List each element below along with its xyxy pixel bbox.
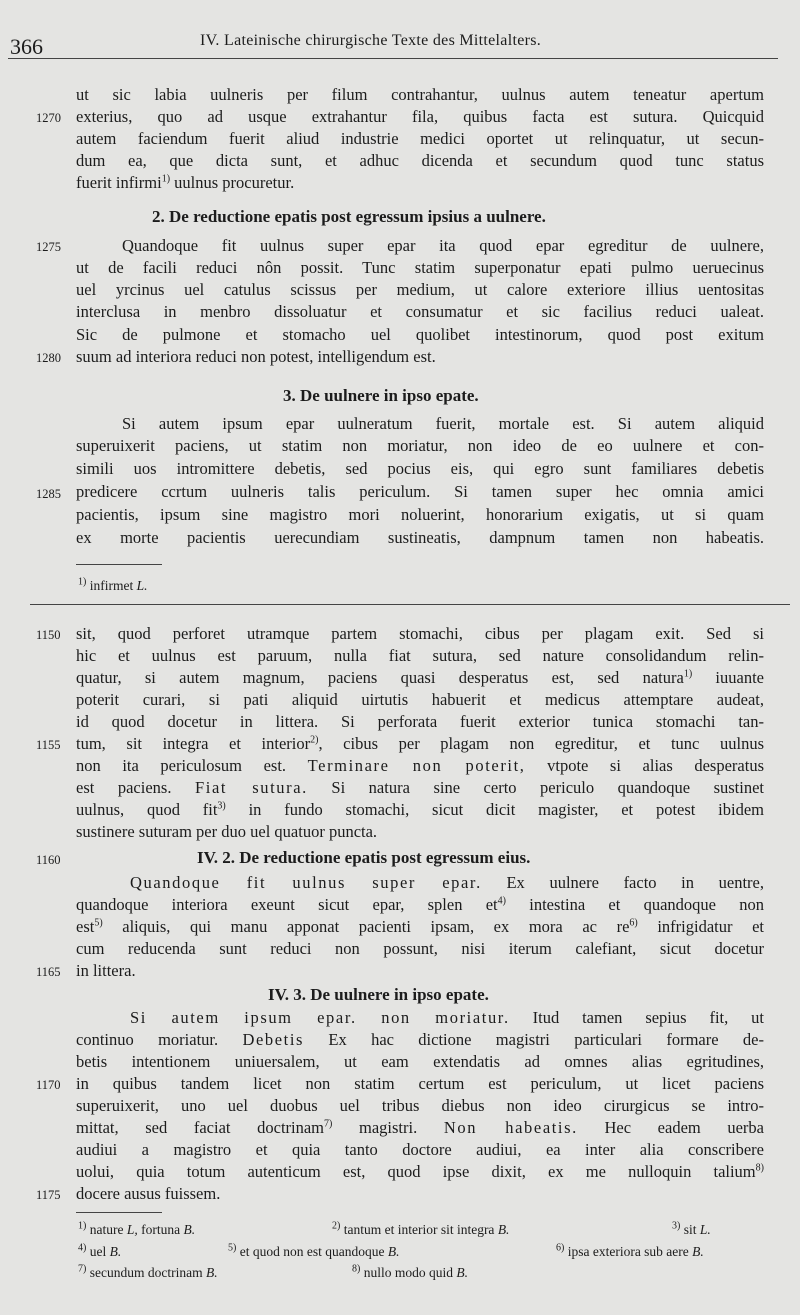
footnote-source: L. <box>699 1222 711 1237</box>
footnote-text: uel <box>89 1244 110 1259</box>
footnote-ref: 6) <box>629 917 638 929</box>
footnote-source: B. <box>692 1244 704 1259</box>
spaced-lemma: Non habeatis. <box>443 1118 578 1137</box>
text-line: cum reducenda sunt reduci non possunt, nisi iterum calefiant, sicut docetur <box>76 939 764 958</box>
line-number: 1275 <box>36 240 61 254</box>
footnote-ref: 5) <box>94 917 103 929</box>
footnote-text: et quod non est quandoque <box>239 1244 388 1259</box>
text-span: Si natura sine certo periculo quandoque sustinet <box>307 778 764 797</box>
footnote-text: infirmet <box>89 578 134 593</box>
text-line <box>76 667 764 689</box>
text-line: pacientis, ipsum sine magistro mori noluerint, honorarium exigatis, ut si quam <box>76 505 764 524</box>
footnote-ref: 7) <box>324 1118 333 1130</box>
text-line <box>76 1029 764 1051</box>
text-line: id quod docetur in littera. Si perforata fuerit exterior tunica stomachi tan- <box>76 712 764 731</box>
text-span: Ex hac dictione magistri particulari formare de- <box>304 1030 764 1049</box>
text-line <box>130 1007 764 1029</box>
text-line: in littera. <box>76 961 136 980</box>
footnote-mark: 4) <box>78 1242 87 1254</box>
footnote-mark: 8) <box>352 1263 361 1275</box>
footnote-text: secundum doctrinam <box>89 1265 206 1280</box>
footnote-source: B. <box>497 1222 510 1237</box>
line-number: 1150 <box>36 628 61 642</box>
footnote-source: L. <box>136 578 148 593</box>
text-line <box>76 916 764 938</box>
text-line: poterit curari, si pati aliquid uirtutis habuerit et medicus attemptare audeat, <box>76 690 764 709</box>
spaced-lemma: Si autem ipsum epar. non moriatur. <box>130 1008 510 1027</box>
text-span: continuo moriatur. <box>76 1030 243 1049</box>
footnote-ref: 2) <box>310 734 319 746</box>
footnote-mark: 7) <box>78 1263 87 1275</box>
text-line <box>76 1117 764 1139</box>
text-line: ut sic labia uulneris per filum contrahantur, uulnus autem teneatur apertum <box>76 85 764 104</box>
text-line: ut de facili reduci nôn possit. Tunc statim superponatur epati pulmo ueruecinus <box>76 258 764 277</box>
footnote-source: B. <box>456 1265 468 1280</box>
line-number: 1175 <box>36 1188 61 1202</box>
text-span: est <box>76 917 95 936</box>
footnote <box>78 1244 121 1260</box>
footnote-source: B. <box>183 1222 196 1237</box>
text-line: autem faciendum fuerit aliud industrie medici oportet ut relinquatur, ut secun- <box>76 129 764 148</box>
footnote-text: sit <box>683 1222 700 1237</box>
text-span: in fundo stomachi, sicut dicit magister, et potest ibidem <box>225 800 764 819</box>
line-number: 1170 <box>36 1078 61 1092</box>
text-line <box>76 799 764 821</box>
section-divider <box>30 604 790 605</box>
text-line: betis intentionem uniuersalem, ut eam extendatis ad omnes alias egritudines, <box>76 1052 764 1071</box>
text-span: magistri. <box>332 1118 444 1137</box>
footnote-mark: 1) <box>78 1220 87 1232</box>
text-span: est paciens. <box>76 778 195 797</box>
footnote-text: nature <box>89 1222 127 1237</box>
text-line: dum ea, que dicta sunt, et adhuc dicenda et secundum quod tunc status <box>76 151 764 170</box>
spaced-lemma: Fiat sutura. <box>195 778 308 797</box>
text-line <box>76 733 764 755</box>
footnote-ref: 8) <box>755 1162 764 1174</box>
text-line: docere ausus fuissem. <box>76 1184 221 1203</box>
footnote-mark: 3) <box>672 1220 681 1232</box>
text-line: uel yrcinus uel catulus scissus per medium, ut calore exteriore illius uentositas <box>76 280 764 299</box>
section-heading: 3. De uulnere in ipso epate. <box>283 386 479 405</box>
footnote-text: fortuna <box>137 1222 184 1237</box>
text-span: Itud tamen sepius fit, ut <box>509 1008 764 1027</box>
text-span: uolui, quia totum autenticum est, quod ipse dixit, ex me nulloquin talium <box>76 1162 756 1181</box>
footnote-source: L, <box>126 1222 138 1237</box>
line-number: 1280 <box>36 351 61 365</box>
text-line <box>76 894 764 916</box>
text-line: sustinere suturam per duo uel quatuor puncta. <box>76 822 378 841</box>
running-title: IV. Lateinische chirurgische Texte des Mittelalters. <box>200 32 542 49</box>
text-span: non ita periculosum est. <box>76 756 308 775</box>
footnote-source: B. <box>109 1244 122 1259</box>
text-line: simili uos intromittere debetis, sed pocius eis, qui egro sunt familiares debetis <box>76 459 764 478</box>
text-span: intestina et quandoque non <box>505 895 764 914</box>
text-span: iuuante <box>692 668 764 687</box>
footnote <box>352 1265 468 1281</box>
text-span: aliquis, qui manu apponat pacienti ipsam, ex mora ac re <box>102 917 630 936</box>
footnote-mark: 1) <box>78 576 87 588</box>
text-line: predicere ccrtum uulneris talis periculum. Si tamen super hec omnia amici <box>76 482 764 501</box>
text-span: mittat, sed faciat doctrinam <box>76 1118 325 1137</box>
text-span: uulnus procuretur. <box>170 173 295 192</box>
footnote <box>78 1222 195 1238</box>
footnote <box>78 1265 218 1281</box>
section-heading: IV. 2. De reductione epatis post egressum eius. <box>197 848 531 867</box>
text-line: Sic de pulmone et stomacho uel quolibet intestinorum, quod post exitum <box>76 325 764 344</box>
footnote-mark: 6) <box>556 1242 565 1254</box>
section-heading: IV. 3. De uulnere in ipso epate. <box>268 985 489 1004</box>
spaced-lemma: Quandoque fit uulnus super epar. <box>130 873 482 892</box>
header-rule <box>8 58 778 59</box>
text-line <box>76 172 764 194</box>
text-span: fuerit infirmi <box>76 173 162 192</box>
line-number: 1160 <box>36 853 61 867</box>
footnote <box>556 1244 704 1260</box>
text-span: tum, sit integra et interior <box>76 734 311 753</box>
text-span: Hec eadem uerba <box>577 1118 764 1137</box>
footnote <box>672 1222 711 1238</box>
text-span: infrigidatur et <box>637 917 764 936</box>
section-heading: 2. De reductione epatis post egressum ipsius a uulnere. <box>152 207 546 226</box>
footnote <box>228 1244 399 1260</box>
footnote-mark: 2) <box>332 1220 341 1232</box>
spaced-lemma: Terminare non poterit, <box>307 756 526 775</box>
line-number: 1270 <box>36 111 61 125</box>
text-line: hic et uulnus est paruum, nulla fiat sutura, sed nature consolidandum relin- <box>76 646 764 665</box>
text-line: audiui a magistro et quia tanto doctore audiui, ea inter alia conscribere <box>76 1140 764 1159</box>
footnote-text: nullo modo quid <box>363 1265 457 1280</box>
footnote-ref: 4) <box>497 895 506 907</box>
text-line: Si autem ipsum epar uulneratum fuerit, mortale est. Si autem aliquid <box>122 414 764 433</box>
text-line <box>76 777 764 799</box>
spaced-lemma: Debetis <box>242 1030 305 1049</box>
footnote-ref: 3) <box>217 800 226 812</box>
footnote-text: tantum et interior sit integra <box>343 1222 498 1237</box>
footnote-ref: 1) <box>683 668 693 680</box>
text-span: vtpote si alias desperatus <box>525 756 764 775</box>
text-span: quandoque interiora exeunt sicut epar, splen et <box>76 895 498 914</box>
footnote-text: ipsa exteriora sub aere <box>567 1244 693 1259</box>
text-line <box>76 755 764 777</box>
page-number: 366 <box>10 34 43 59</box>
footnote <box>78 578 147 594</box>
text-span: quatur, si autem magnum, paciens quasi desperatus est, sed natura <box>76 668 684 687</box>
text-line: in quibus tandem licet non statim certum est periculum, ut licet paciens <box>76 1074 764 1093</box>
text-line: Quandoque fit uulnus super epar ita quod epar egreditur de uulnere, <box>122 236 764 255</box>
text-line <box>76 1161 764 1183</box>
footnote-ref: 1) <box>161 173 171 185</box>
text-line: sit, quod perforet utramque partem stomachi, cibus per plagam exit. Sed si <box>76 624 764 643</box>
line-number: 1165 <box>36 965 61 979</box>
footnote <box>332 1222 509 1238</box>
text-span: , cibus per plagam non egreditur, et tunc uulnus <box>318 734 764 753</box>
text-line: superuixerit, uno uel duobus uel tribus diebus non ideo cirurgicus se intro- <box>76 1096 764 1115</box>
footnote-rule <box>76 1212 162 1213</box>
text-line: superuixerit paciens, ut statim non moriatur, non ideo de eo uulnere et con- <box>76 436 764 455</box>
text-line: ex morte pacientis uerecundiam sustineatis, dampnum tamen non habeatis. <box>76 528 764 547</box>
line-number: 1285 <box>36 487 61 501</box>
footnote-rule <box>76 564 162 565</box>
text-line: exterius, quo ad usque extrahantur fila, quibus facta est sutura. Quicquid <box>76 107 764 126</box>
text-span: Ex uulnere facto in uentre, <box>481 873 765 892</box>
footnote-source: B. <box>205 1265 218 1280</box>
footnote-mark: 5) <box>228 1242 237 1254</box>
text-line: interclusa in menbro dissoluatur et consumatur et sic facilius reduci ualeat. <box>76 302 764 321</box>
text-line: suum ad interiora reduci non potest, intelligendum est. <box>76 347 436 366</box>
text-span: uulnus, quod fit <box>76 800 218 819</box>
footnote-source: B. <box>387 1244 400 1259</box>
text-line <box>130 872 764 894</box>
line-number: 1155 <box>36 738 61 752</box>
